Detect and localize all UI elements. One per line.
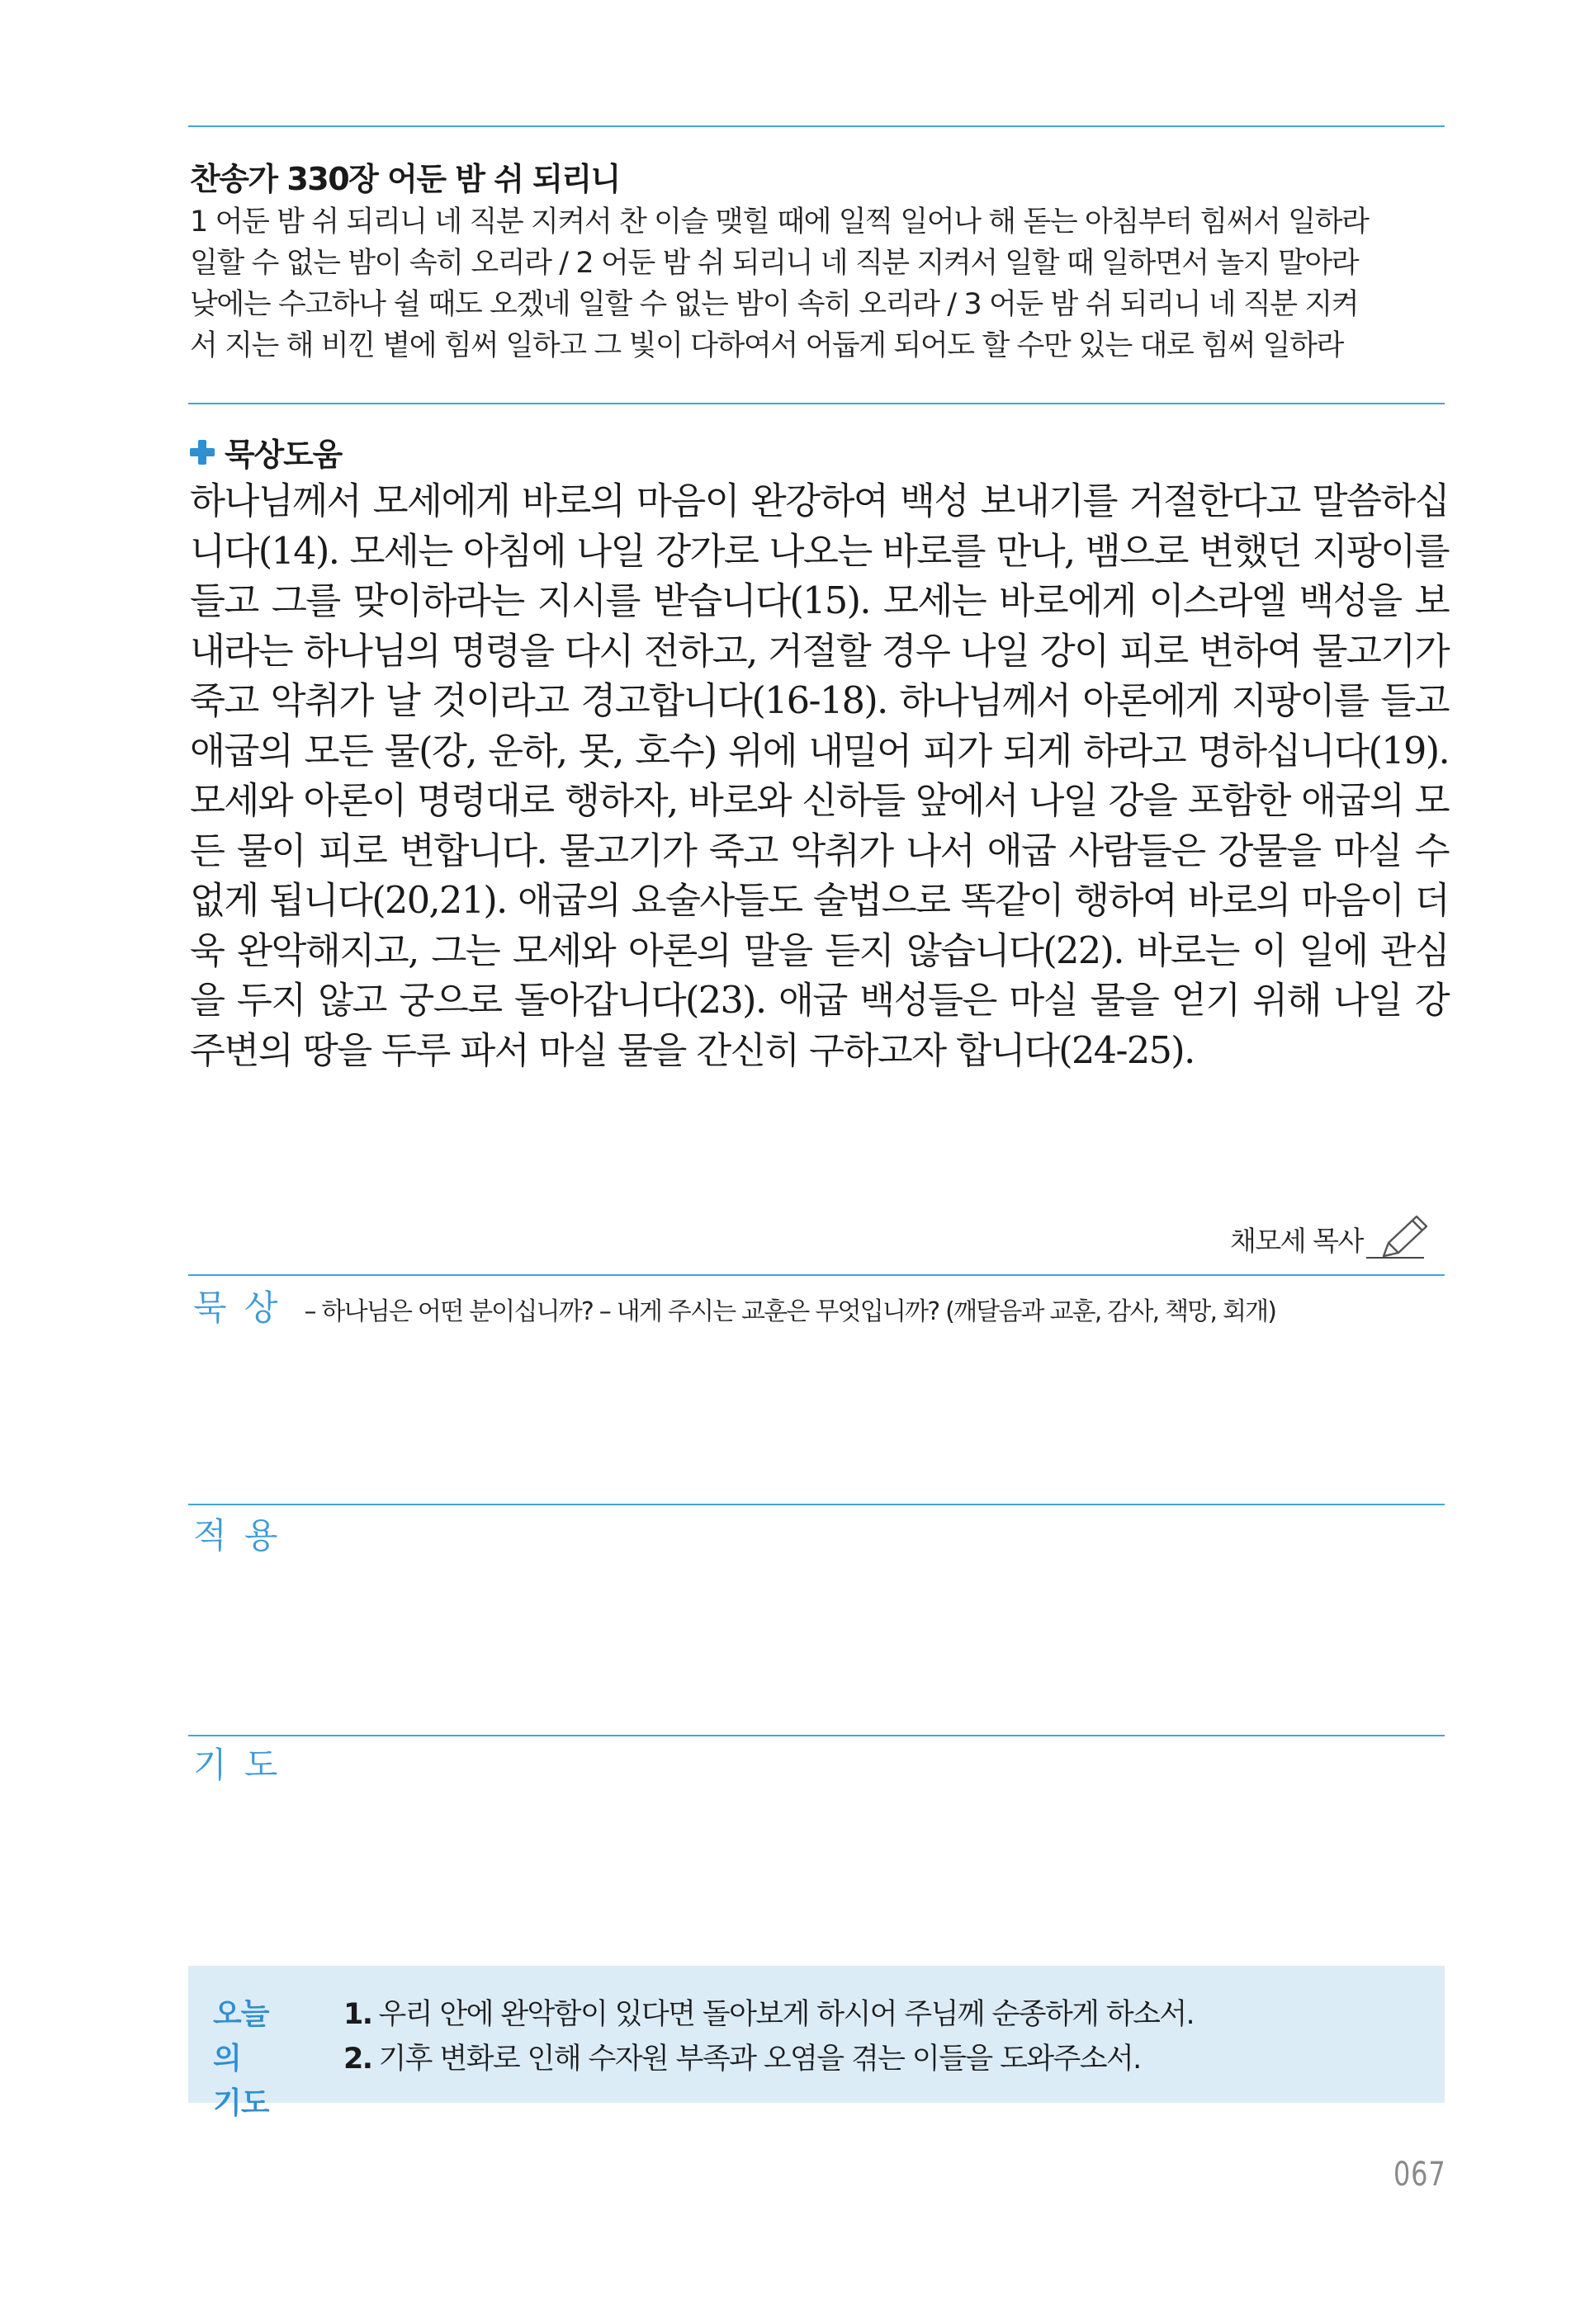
hymn-bottom-rule — [188, 403, 1445, 404]
today-prayer-item — [343, 1992, 1194, 2037]
application-label: 적 용 — [193, 1515, 282, 1556]
item-number: 1. — [343, 1998, 372, 2031]
today-prayer-items — [343, 1992, 1194, 2081]
prayer-label: 기 도 — [193, 1745, 282, 1785]
item-text: 우리 안에 완악함이 있다면 돌아보게 하시어 주님께 순종하게 하소서. — [378, 1998, 1195, 2031]
meditation-help-heading — [190, 429, 342, 475]
today-prayer-label-line1: 오늘의 — [213, 1997, 269, 2076]
hymn-line: 낮에는 수고하나 쉴 때도 오겠네 일할 수 없는 밤이 속히 오리라 / 3 어둔 밤 쉬 되리니 네 직분 지켜 — [190, 288, 1359, 321]
today-prayer-item — [343, 2037, 1194, 2081]
today-prayer-label-line2: 기도 — [213, 2086, 269, 2120]
plus-icon — [190, 440, 215, 465]
meditation-help-body: 하나님께서 모세에게 바로의 마음이 완강하여 백성 보내기를 거절한다고 말씀하십니다(14). 모세는 아침에 나일 강가로 나오는 바로를 만나, 뱀으로 변했던 지팡이를 들고 그를 맞이하라는 지시를 받습니다(15). 모세는 바로에게 이스라엘 백성을 보내라는 하나님의 명령을 다시 전하고, 거절할 경우 나일 강이 피로 변하여 물고기가 죽고 악취가 날 것이라고 경고합니다(16-18). 하나님께서 아론에게 지팡이를 들고 애굽의 모든 물(강, 운하, 못, 호수) 위에 내밀어 피가 되게 하라고 명하십니다(19). 모세와 아론이 명령대로 행하자, 바로와 신하들 앞에서 나일 강을 포함한 애굽의 모든 물이 피로 변합니다. 물고기가 죽고 악취가 나서 애굽 사람들은 강물을 마실 수 없게 됩니다(20,21). 애굽의 요술사들도 술법으로 똑같이 행하여 바로의 마음이 더욱 완악해지고, 그는 모세와 아론의 말을 듣지 않습니다(22). 바로는 이 일에 관심을 두지 않고 궁으로 돌아갑니다(23). 애굽 백성들은 마실 물을 얻기 위해 나일 강 주변의 땅을 두루 파서 마실 물을 간신히 구하고자 합니다(24-25). — [190, 480, 1449, 1072]
hymn-lyrics — [190, 201, 1445, 366]
meditation-questions: – 하나님은 어떤 분이십니까? – 내게 주시는 교훈은 무엇입니까? (깨달음과 교훈, 감사, 책망, 회개) — [304, 1297, 1276, 1326]
author-name: 채모세 목사 — [1230, 1225, 1363, 1257]
hymn-line: 서 지는 해 비낀 볕에 힘써 일하고 그 빛이 다하여서 어둡게 되어도 할 수만 있는 대로 힘써 일하라 — [190, 329, 1343, 362]
hymn-title: 찬송가 330장 어둔 밤 쉬 되리니 — [190, 161, 620, 197]
top-rule — [188, 125, 1445, 127]
application-rule — [188, 1504, 1445, 1505]
hymn-line: 일할 수 없는 밤이 속히 오리라 / 2 어둔 밤 쉬 되리니 네 직분 지켜서 일할 때 일하면서 놀지 말아라 — [190, 247, 1359, 280]
today-prayer-box — [188, 1966, 1445, 2120]
meditation-rule — [188, 1274, 1445, 1276]
meditation-label: 묵 상 — [193, 1287, 282, 1328]
pencil-icon — [1377, 1212, 1435, 1259]
meditation-row — [193, 1281, 1275, 1330]
prayer-rule — [188, 1735, 1445, 1736]
today-prayer-label — [213, 1992, 296, 2126]
hymn-line: 1 어둔 밤 쉬 되리니 네 직분 지켜서 찬 이슬 맺힐 때에 일찍 일어나 해 돋는 아침부터 힘써서 일하라 — [190, 205, 1369, 239]
item-number: 2. — [343, 2043, 372, 2076]
meditation-help-title: 묵상도움 — [225, 437, 343, 473]
page-number: 067 — [1393, 2156, 1446, 2194]
item-text: 기후 변화로 인해 수자원 부족과 오염을 겪는 이들을 도와주소서. — [378, 2043, 1141, 2076]
